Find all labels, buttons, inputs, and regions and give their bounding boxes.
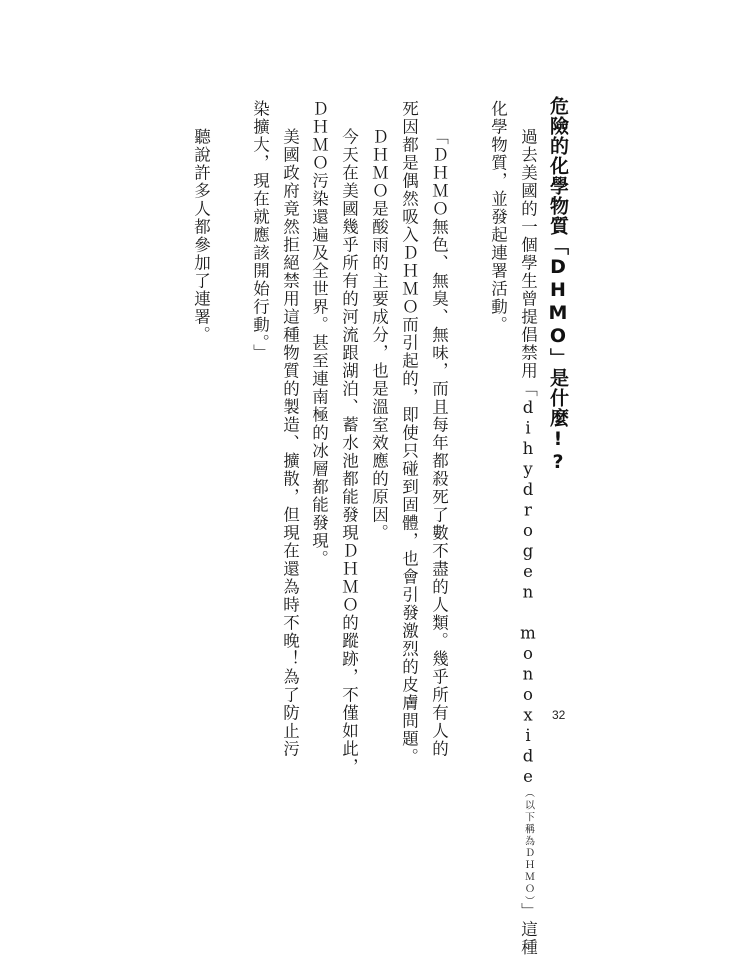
- body-line-1: [519, 128, 536, 957]
- body-line-6: 今天在美國幾乎所有的河流跟湖泊、蓄水池都能發現ＤＨＭＯ的蹤跡，不僅如此，: [339, 128, 359, 776]
- body-line-5: ＤＨＭＯ是酸雨的主要成分，也是溫室效應的原因。: [369, 128, 389, 542]
- page-number: 32: [552, 708, 566, 722]
- body-line-1-note: （以下稱為ＤＨＭＯ）: [522, 787, 534, 903]
- body-line-8: 美國政府竟然拒絕禁用這種物質的製造、擴散，但現在還為時不晚！為了防止污: [280, 128, 300, 758]
- body-line-4: 死因都是偶然吸入ＤＨＭＯ而引起的，即使只碰到固體，也會引發激烈的皮膚問題。: [399, 100, 419, 766]
- body-line-9: 染擴大，現在就應該開始行動。」: [250, 100, 270, 362]
- body-line-1-main: 過去美國的一個學生曾提倡禁用「dihydrogen monoxide: [518, 128, 538, 788]
- body-line-3: 「ＤＨＭＯ無色、無臭、無味，而且每年都殺死了數不盡的人類。幾乎所有人的: [429, 128, 449, 758]
- body-line-1-end: 」這種: [518, 902, 538, 957]
- body-line-2: 化學物質，並發起連署活動。: [488, 100, 508, 334]
- body-line-7: ＤＨＭＯ污染還遍及全世界。甚至連南極的冰層都能發現。: [309, 100, 329, 568]
- page-title: 危險的化學物質「DHMO」是什麼!?: [547, 96, 569, 474]
- body-line-10: 聽說許多人都參加了連署。: [191, 128, 211, 344]
